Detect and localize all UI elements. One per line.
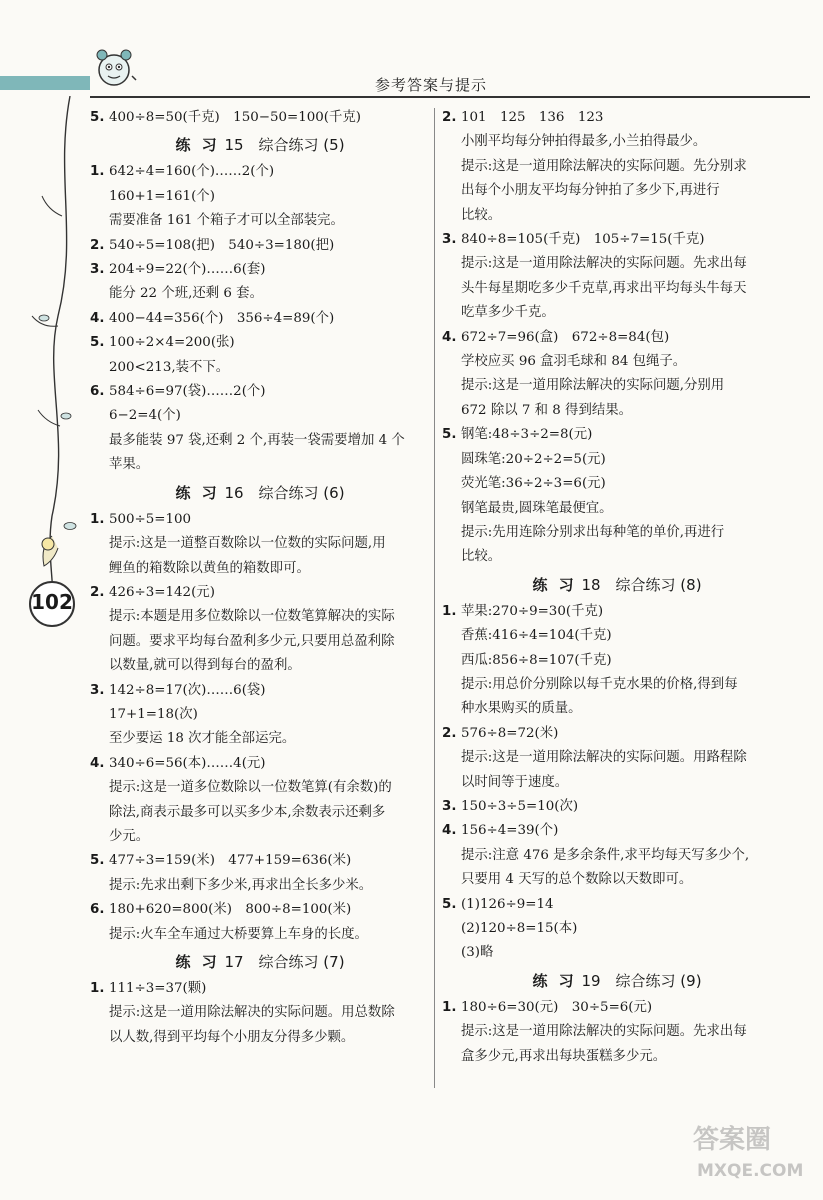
answer-line: 头牛每星期吃多少千克草,再求出平均每头牛每天 <box>461 280 747 296</box>
answer-line-row <box>90 258 430 282</box>
answer-line-row <box>90 234 430 258</box>
answer-line-row <box>442 917 792 941</box>
answer-line: 400−44=356(个) 356÷4=89(个) <box>109 310 335 326</box>
answer-line-row <box>442 374 792 398</box>
answer-line: 苹果:270÷9=30(千克) <box>461 603 604 619</box>
answer-item <box>442 996 792 1069</box>
answer-line-row <box>442 301 792 325</box>
answer-line: 圆珠笔:20÷2÷2=5(元) <box>461 451 606 467</box>
answer-item <box>442 795 792 819</box>
header-rule <box>90 96 810 98</box>
answer-line: 以数量,就可以得到每台的盈利。 <box>109 658 301 674</box>
answer-line-row <box>90 776 430 800</box>
answer-line-row <box>442 399 792 423</box>
answer-line-row <box>442 277 792 301</box>
section-title-rest: 16 综合练习 (6) <box>224 483 345 502</box>
item-number: 6. <box>90 384 105 400</box>
answer-line-row <box>442 673 792 697</box>
answer-line-row <box>90 557 430 581</box>
answer-line-row <box>442 106 792 130</box>
answer-item <box>90 581 430 679</box>
item-number: 4. <box>90 310 105 326</box>
item-number: 5. <box>442 427 457 443</box>
answer-item <box>442 722 792 795</box>
answer-line: 西瓜:856÷8=107(千克) <box>461 652 612 668</box>
answer-line-row <box>90 825 430 849</box>
answer-line-row <box>90 727 430 751</box>
answer-line-row <box>442 130 792 154</box>
item-number: 5. <box>90 335 105 351</box>
answer-line-row <box>442 1020 792 1044</box>
answer-line-row <box>442 624 792 648</box>
answer-line: 提示:这是一道用除法解决的实际问题。先求出每 <box>461 1024 747 1040</box>
item-number: 3. <box>442 798 457 814</box>
answer-line-row <box>90 282 430 306</box>
answer-line: 204÷9=22(个)……6(套) <box>109 262 266 278</box>
watermark-url: MXQE.COM <box>697 1161 804 1181</box>
answer-line: 6−2=4(个) <box>109 408 181 424</box>
answer-line: 提示:这是一道用除法解决的实际问题。先求出每 <box>461 256 747 272</box>
answer-line-row <box>90 429 430 453</box>
answer-line-row <box>442 423 792 447</box>
answer-line-row <box>90 605 430 629</box>
answer-item <box>90 508 430 581</box>
answer-line: 672÷7=96(盒) 672÷8=84(包) <box>461 329 670 345</box>
answer-line: 180+620=800(米) 800÷8=100(米) <box>109 902 352 918</box>
answer-line-row <box>442 472 792 496</box>
item-number: 5. <box>90 110 105 125</box>
answer-line: 提示:这是一道用除法解决的实际问题,分别用 <box>461 378 725 394</box>
section-title-rest: 18 综合练习 (8) <box>581 575 702 594</box>
answer-line-row <box>90 508 430 532</box>
answer-line-row <box>442 179 792 203</box>
item-number: 2. <box>90 584 105 600</box>
answer-line: 160+1=161(个) <box>109 188 215 204</box>
answer-line: 340÷6=56(本)……4(元) <box>109 755 266 771</box>
answer-item <box>90 331 430 380</box>
answer-line: 400÷8=50(千克) 150−50=100(千克) <box>109 110 362 125</box>
answer-line: (3)略 <box>461 945 494 961</box>
answer-line: 提示:这是一道用除法解决的实际问题。先分别求 <box>461 158 747 174</box>
answer-line: 比较。 <box>461 549 502 565</box>
answer-line-row <box>90 160 430 184</box>
answer-line-row <box>90 209 430 233</box>
answer-line: 钢笔:48÷3÷2=8(元) <box>461 427 593 443</box>
answer-line-row <box>442 252 792 276</box>
left-column <box>90 106 430 1050</box>
answer-line: 111÷3=37(颗) <box>109 981 207 996</box>
answer-line: 540÷5=108(把) 540÷3=180(把) <box>109 237 335 253</box>
answer-line-row <box>442 155 792 179</box>
answer-line-row <box>90 453 430 477</box>
answer-line: 提示:用总价分别除以每千克水果的价格,得到每 <box>461 676 738 692</box>
answer-item <box>442 106 792 228</box>
answer-line: 150÷3÷5=10(次) <box>461 798 579 814</box>
answer-line-row <box>442 941 792 965</box>
answer-line: 提示:这是一道多位数除以一位数笔算(有余数)的 <box>109 780 392 796</box>
answer-line-row <box>442 497 792 521</box>
answer-line-row <box>442 350 792 374</box>
item-number: 5. <box>442 896 457 912</box>
answer-line: 以人数,得到平均每个小朋友分得多少颗。 <box>109 1029 355 1045</box>
item-number: 4. <box>442 329 457 345</box>
answer-line: 需要准备 161 个箱子才可以全部装完。 <box>109 213 344 229</box>
answer-line: 840÷8=105(千克) 105÷7=15(千克) <box>461 232 705 248</box>
answer-line: 苹果。 <box>109 457 150 473</box>
answer-line: 180÷6=30(元) 30÷5=6(元) <box>461 999 653 1015</box>
item-number: 1. <box>90 164 105 180</box>
answer-line-row <box>90 331 430 355</box>
answer-line-row <box>442 600 792 624</box>
vine-decoration <box>0 96 90 616</box>
item-number: 1. <box>442 603 457 619</box>
answer-line: 100÷2×4=200(张) <box>109 335 235 351</box>
item-number: 6. <box>90 902 105 918</box>
section-title-head: 练 习 <box>175 483 220 502</box>
answer-line: 提示:这是一道用除法解决的实际问题。用路程除 <box>461 750 747 766</box>
section-title-rest: 17 综合练习 (7) <box>224 953 345 971</box>
answer-item <box>90 160 430 233</box>
answer-line: 426÷3=142(元) <box>109 584 215 600</box>
answer-line-row <box>90 977 430 1001</box>
answer-item <box>90 898 430 947</box>
answer-line: 提示:先求出剩下多少米,再求出全长多少米。 <box>109 877 373 893</box>
answer-line-row <box>90 874 430 898</box>
answer-item <box>442 600 792 722</box>
answer-line-row <box>90 801 430 825</box>
answer-line: (1)126÷9=14 <box>461 896 554 912</box>
answer-line: 提示:火车全车通过大桥要算上车身的长度。 <box>109 926 368 942</box>
answer-item <box>90 106 430 130</box>
answer-line-row <box>90 356 430 380</box>
section-title <box>90 480 430 506</box>
answer-line-row <box>90 106 430 130</box>
answer-line: 500÷5=100 <box>109 511 192 527</box>
answer-item <box>442 893 792 966</box>
answer-line-row <box>90 1001 430 1025</box>
answer-line: 出每个小朋友平均每分钟拍了多少下,再进行 <box>461 183 720 199</box>
answer-line: 提示:这是一道整百数除以一位数的实际问题,用 <box>109 536 386 552</box>
answer-line: 只要用 4 天写的总个数除以天数即可。 <box>461 872 693 888</box>
answer-item <box>90 307 430 331</box>
section-title <box>442 572 792 598</box>
answer-line-row <box>90 898 430 922</box>
watermark-text: 答案圈 <box>693 1125 772 1155</box>
answer-line: 提示:先用连除分别求出每种笔的单价,再进行 <box>461 524 725 540</box>
answer-line-row <box>90 581 430 605</box>
page-number: 102 <box>31 590 73 614</box>
answer-line-row <box>442 697 792 721</box>
answer-item <box>90 752 430 850</box>
answer-line-row <box>90 849 430 873</box>
item-number: 2. <box>442 110 457 125</box>
answer-line-row <box>90 923 430 947</box>
answer-line: 477÷3=159(米) 477+159=636(米) <box>109 853 352 869</box>
answer-line-row <box>442 521 792 545</box>
section-title-rest: 19 综合练习 (9) <box>581 971 702 990</box>
item-number: 4. <box>90 755 105 771</box>
answer-line-row <box>442 228 792 252</box>
answer-line: 种水果购买的质量。 <box>461 701 582 717</box>
section-title-head: 练 习 <box>175 136 220 155</box>
answer-line-row <box>442 771 792 795</box>
answer-line-row <box>442 868 792 892</box>
answer-line: 142÷8=17(次)……6(袋) <box>109 682 266 698</box>
mascot-illustration <box>92 46 138 90</box>
answer-line-row <box>90 404 430 428</box>
answer-item <box>442 423 792 569</box>
answer-line: 以时间等于速度。 <box>461 774 569 790</box>
answer-line: 101 125 136 123 <box>461 110 604 125</box>
answer-item <box>90 380 430 478</box>
answer-line: 156÷4=39(个) <box>461 823 559 839</box>
answer-line-row <box>90 380 430 404</box>
answer-item <box>90 679 430 752</box>
answer-line-row <box>442 893 792 917</box>
answer-line-row <box>442 746 792 770</box>
item-number: 3. <box>90 262 105 278</box>
answer-line: 584÷6=97(袋)……2(个) <box>109 384 266 400</box>
section-title <box>90 949 430 975</box>
answer-line: 642÷4=160(个)……2(个) <box>109 164 275 180</box>
header-color-band <box>0 76 90 90</box>
answer-line-row <box>90 1026 430 1050</box>
answer-line: 能分 22 个班,还剩 6 套。 <box>109 286 263 302</box>
answer-line: 200<213,装不下。 <box>109 359 230 375</box>
answer-line-row <box>90 679 430 703</box>
answer-line: 问题。要求平均每台盈利多少元,只要用总盈利除 <box>109 633 395 649</box>
answer-item <box>442 819 792 892</box>
answer-item <box>442 326 792 424</box>
answer-line: 鲤鱼的箱数除以黄鱼的箱数即可。 <box>109 560 310 576</box>
answer-line-row <box>90 630 430 654</box>
column-divider <box>434 108 435 1088</box>
section-title-head: 练 习 <box>532 575 577 594</box>
answer-item <box>90 977 430 1050</box>
answer-line: 最多能装 97 袋,还剩 2 个,再装一袋需要增加 4 个 <box>109 432 405 448</box>
item-number: 1. <box>90 511 105 527</box>
answer-line: 提示:注意 476 是多余条件,求平均每天写多少个, <box>461 847 750 863</box>
item-number: 3. <box>442 232 457 248</box>
section-title-head: 练 习 <box>532 971 577 990</box>
answer-line-row <box>90 185 430 209</box>
answer-item <box>442 228 792 326</box>
answer-line: 至少要运 18 次才能全部运完。 <box>109 731 296 747</box>
answer-line-row <box>442 844 792 868</box>
right-column <box>442 106 792 1069</box>
answer-line: 17+1=18(次) <box>109 706 198 722</box>
answer-line: 672 除以 7 和 8 得到结果。 <box>461 402 633 418</box>
answer-item <box>90 849 430 898</box>
answer-line-row <box>442 722 792 746</box>
answer-line-row <box>90 654 430 678</box>
section-title-rest: 15 综合练习 (5) <box>224 136 345 155</box>
item-number: 4. <box>442 823 457 839</box>
answer-line-row <box>90 532 430 556</box>
answer-line: 少元。 <box>109 828 150 844</box>
answer-line: 576÷8=72(米) <box>461 725 559 741</box>
answer-line: 提示:这是一道用除法解决的实际问题。用总数除 <box>109 1005 395 1021</box>
section-title <box>442 968 792 994</box>
answer-line-row <box>90 752 430 776</box>
answer-line: 小刚平均每分钟拍得最多,小兰拍得最少。 <box>461 134 707 150</box>
answer-line-row <box>442 204 792 228</box>
header-title: 参考答案与提示 <box>375 76 488 94</box>
answer-line: 除法,商表示最多可以买多少本,余数表示还剩多 <box>109 804 386 820</box>
answer-line: 荧光笔:36÷2÷3=6(元) <box>461 476 606 492</box>
answer-line: 盒多少元,再求出每块蛋糕多少元。 <box>461 1048 667 1064</box>
answer-line: 钢笔最贵,圆珠笔最便宜。 <box>461 500 613 516</box>
answer-line-row <box>442 649 792 673</box>
item-number: 3. <box>90 682 105 698</box>
item-number: 2. <box>442 725 457 741</box>
answer-line-row <box>442 996 792 1020</box>
item-number: 5. <box>90 853 105 869</box>
answer-line-row <box>442 795 792 819</box>
answer-line: 吃草多少千克。 <box>461 305 555 321</box>
answer-line: (2)120÷8=15(本) <box>461 921 578 936</box>
answer-line-row <box>90 307 430 331</box>
item-number: 2. <box>90 237 105 253</box>
section-title <box>90 132 430 158</box>
answer-line-row <box>442 326 792 350</box>
section-title-head: 练 习 <box>175 953 220 971</box>
answer-item <box>90 258 430 307</box>
answer-line: 学校应买 96 盒羽毛球和 84 包绳子。 <box>461 354 687 370</box>
answer-line-row <box>442 545 792 569</box>
watermark-logo <box>689 1118 809 1184</box>
item-number: 1. <box>90 981 105 996</box>
answer-item <box>90 234 430 258</box>
answer-line: 提示:本题是用多位数除以一位数笔算解决的实际 <box>109 609 395 625</box>
answer-line: 比较。 <box>461 207 502 223</box>
item-number: 1. <box>442 999 457 1015</box>
answer-line: 香蕉:416÷4=104(千克) <box>461 628 612 644</box>
answer-line-row <box>90 703 430 727</box>
answer-line-row <box>442 1045 792 1069</box>
answer-line-row <box>442 819 792 843</box>
answer-line-row <box>442 448 792 472</box>
